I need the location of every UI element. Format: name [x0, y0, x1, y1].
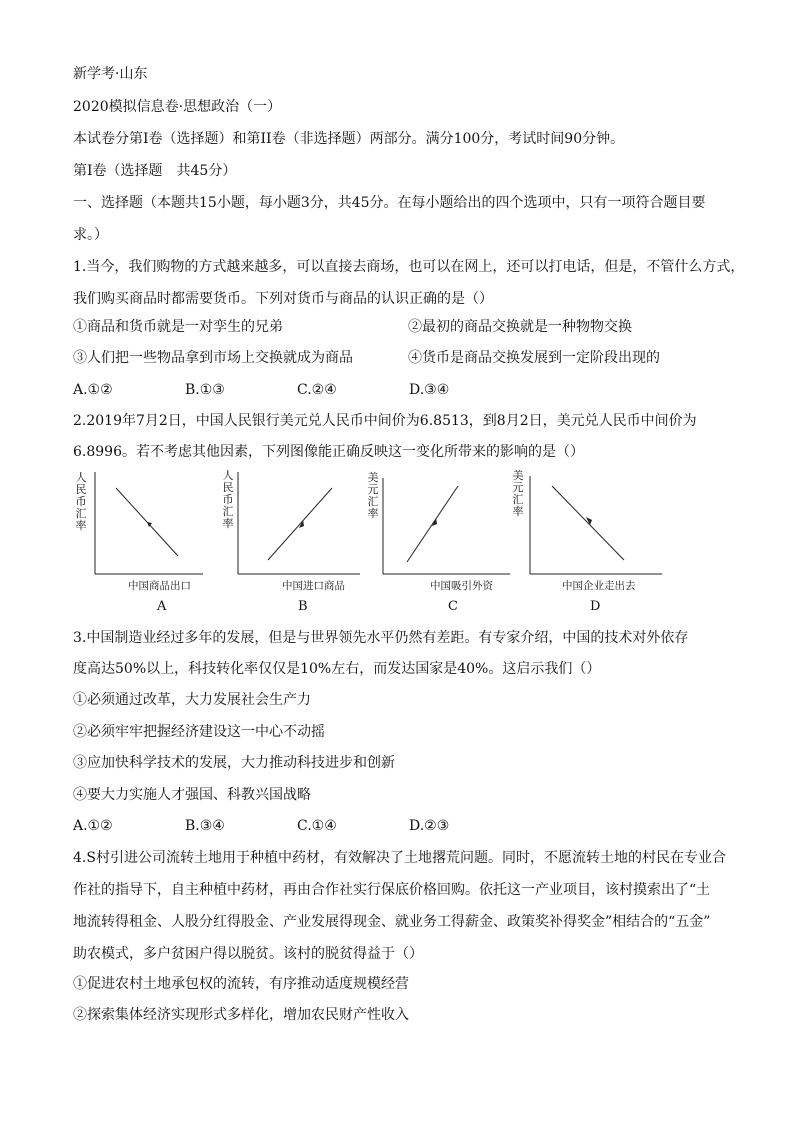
q4-stem-cont-2: 地流转得租金、人股分红得股金、产业发展得现金、就业务工得薪金、政策奖补得奖金”相结合的“五金” [73, 914, 711, 930]
graph-c-label: C [448, 599, 458, 614]
section-heading-cont: 求。） [73, 227, 108, 243]
graph-d-label: D [590, 599, 601, 614]
graph-b-label: B [298, 599, 308, 614]
exam-title: 2020模拟信息卷·思想政治（一） [73, 99, 282, 115]
q1-statement-2: ②最初的商品交换就是一种物物交换 [408, 319, 632, 335]
graph-c-plot [365, 466, 515, 616]
graph-b-curve [268, 488, 332, 560]
q2-stem: 2.2019年7月2日，中国人民银行美元兑人民币中间价为6.8513，到8月2日，美元兑人民币中间价为 [73, 413, 697, 429]
q1-option-b[interactable]: B.①③ [185, 382, 225, 398]
q1-option-c[interactable]: C.②④ [297, 382, 337, 398]
section-heading: 一、选择题（本题共15小题，每小题3分，共45分。在每小题给出的四个选项中，只有一项符合题目要 [73, 195, 706, 211]
graph-c-curve [407, 486, 458, 562]
q2-graph-d[interactable] [512, 466, 662, 616]
graph-a-label: A [157, 599, 167, 614]
q3-option-d[interactable]: D.②③ [409, 818, 450, 834]
graph-d-plot [512, 466, 672, 616]
graph-d-ylabel: 美元汇率 [512, 469, 524, 518]
q3-option-a[interactable]: A.①② [73, 818, 113, 834]
q1-statement-3: ③人们把一些物品拿到市场上交换就成为商品 [73, 350, 353, 366]
graph-d-xlabel: 中国企业走出去 [562, 580, 636, 592]
q2-stem-cont: 6.8996。若不考虑其他因素，下列图像能正确反映这一变化所带来的影响的是（） [73, 444, 584, 460]
q4-stem: 4.S村引进公司流转土地用于种植中药材，有效解决了土地撂荒问题。同时，不愿流转土地的村民在专业合 [73, 850, 726, 866]
graph-d-curve [552, 486, 624, 560]
q3-option-c[interactable]: C.①④ [297, 818, 337, 834]
exam-source: 新学考·山东 [73, 66, 148, 82]
graph-a-ylabel: 人民币汇率 [75, 471, 87, 532]
q1-stem-cont: 我们购买商品时都需要货币。下列对货币与商品的认识正确的是（） [73, 291, 493, 307]
graph-a-plot [73, 466, 223, 616]
q2-graph-a[interactable] [73, 466, 223, 616]
q3-statement-3: ③应加快科学技术的发展，大力推动科技进步和创新 [73, 755, 395, 771]
q4-stem-cont-1: 作社的指导下，自主种植中药材，再由合作社实行保底价格回购。依托这一产业项目，该村摸索出了“土 [73, 882, 711, 898]
q3-statement-1: ①必须通过改革，大力发展社会生产力 [73, 692, 311, 708]
graph-c-xlabel: 中国吸引外资 [430, 580, 493, 592]
q2-graph-c[interactable] [365, 466, 515, 616]
q1-statement-4: ④货币是商品交换发展到一定阶段出现的 [408, 350, 660, 366]
q3-option-b[interactable]: B.③④ [185, 818, 225, 834]
exam-instructions: 本试卷分第Ⅰ卷（选择题）和第II卷（非选择题）两部分。满分100分，考试时间90分钟。 [73, 131, 625, 147]
graph-b-plot [220, 466, 370, 616]
q4-statement-1: ①促进农村土地承包权的流转，有序推动适度规模经营 [73, 976, 409, 992]
part1-title: 第Ⅰ卷（选择题 共45分） [73, 163, 237, 179]
q3-stem: 3.中国制造业经过多年的发展，但是与世界领先水平仍然有差距。有专家介绍，中国的技术对外依存 [73, 630, 689, 646]
graph-b-xlabel: 中国进口商品 [282, 580, 345, 592]
q4-stem-cont-3: 助农模式，多户贫困户得以脱贫。该村的脱贫得益于（） [73, 946, 423, 962]
q3-statement-4: ④要大力实施人才强国、科教兴国战略 [73, 787, 311, 803]
q1-option-a[interactable]: A.①② [73, 382, 113, 398]
q1-stem: 1.当今，我们购物的方式越来越多，可以直接去商场，也可以在网上，还可以打电话，但是，不管什么方式， [73, 259, 745, 275]
graph-a-xlabel: 中国商品出口 [128, 580, 191, 592]
graph-b-ylabel: 人民币汇率 [222, 469, 234, 530]
q3-stem-cont: 度高达50%以上，科技转化率仅仅是10%左右，而发达国家是40%。这启示我们（） [73, 661, 601, 677]
q1-statement-1: ①商品和货币就是一对孪生的兄弟 [73, 319, 283, 335]
graph-c-ylabel: 美元汇率 [367, 471, 379, 520]
q3-statement-2: ②必须牢牢把握经济建设这一中心不动摇 [73, 724, 325, 740]
q2-graph-b[interactable] [220, 466, 370, 616]
q4-statement-2: ②探索集体经济实现形式多样化，增加农民财产性收入 [73, 1007, 409, 1023]
q1-option-d[interactable]: D.③④ [409, 382, 450, 398]
